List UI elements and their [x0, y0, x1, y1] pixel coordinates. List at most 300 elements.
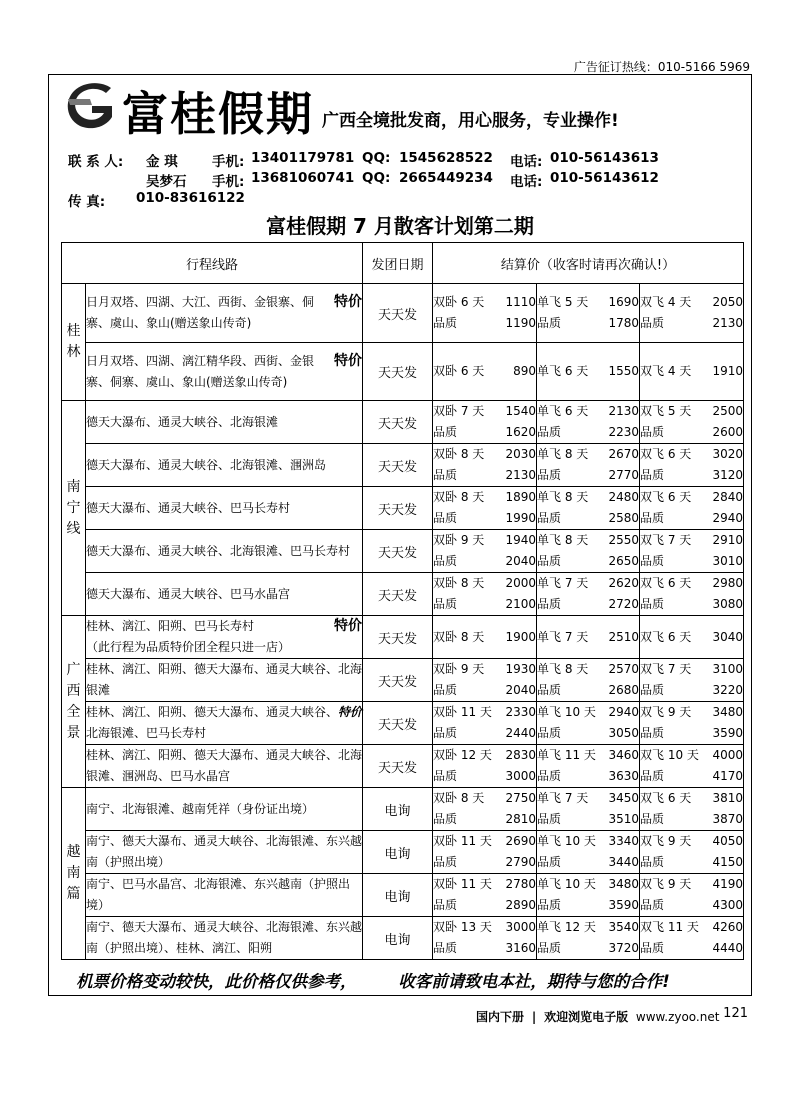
- price-label: 双飞 9 天: [640, 834, 692, 848]
- price-line: [537, 745, 639, 766]
- departure-cell: 天天发: [363, 487, 433, 530]
- quality-value: 2230: [608, 425, 640, 439]
- table-row: [62, 659, 744, 702]
- price-cell: [433, 284, 537, 343]
- quality-label: 品质: [640, 597, 665, 611]
- price-line: [433, 530, 536, 551]
- quality-value: 2580: [608, 511, 640, 525]
- quality-price-line: [640, 852, 743, 873]
- price-label: 单飞 6 天: [537, 404, 589, 418]
- price-value: 2480: [608, 490, 640, 504]
- section-name: 国内下册: [476, 1010, 525, 1024]
- page-number: 121: [723, 1006, 748, 1021]
- quality-value: 4150: [712, 855, 744, 869]
- price-line: [537, 788, 639, 809]
- table-row: [62, 788, 744, 831]
- price-line: [433, 831, 536, 852]
- quality-value: 2440: [505, 726, 537, 740]
- quality-value: 3080: [712, 597, 744, 611]
- route-text: 南宁、德天大瀑布、通灵大峡谷、北海银滩、东兴越南（护照出境）、桂林、漓江、阳朔: [86, 920, 363, 955]
- mobile-label: 手机:: [212, 174, 245, 190]
- price-cell: [640, 343, 744, 401]
- price-value: 2910: [712, 533, 744, 547]
- table-row: [62, 745, 744, 788]
- quality-price-line: [433, 551, 536, 572]
- price-line: [433, 627, 536, 648]
- route-text: 桂林、漓江、阳朔、巴马长寿村: [86, 619, 255, 633]
- tel-label: 电话:: [510, 174, 543, 190]
- price-label: 双飞 11 天: [640, 920, 699, 934]
- price-line: [433, 917, 536, 938]
- price-line: [640, 444, 743, 465]
- quality-label: 品质: [640, 511, 665, 525]
- price-cell: [640, 616, 744, 659]
- price-label: 双卧 8 天: [433, 490, 485, 504]
- price-table: [61, 242, 744, 960]
- price-label: 双卧 6 天: [433, 364, 485, 378]
- price-value: 3450: [608, 791, 640, 805]
- price-cell: [433, 444, 537, 487]
- footer-note: [76, 968, 670, 992]
- price-line: [640, 702, 743, 723]
- quality-price-line: [537, 594, 639, 615]
- ad-hotline: 广告征订热线：010-5166 5969: [573, 60, 750, 74]
- price-line: [537, 444, 639, 465]
- price-value: 1110: [505, 295, 537, 309]
- quality-label: 品质: [433, 554, 458, 568]
- quality-value: 2720: [608, 597, 640, 611]
- quality-price-line: [640, 422, 743, 443]
- quality-price-line: [433, 723, 536, 744]
- price-value: 3480: [712, 705, 744, 719]
- price-cell: [537, 788, 640, 831]
- quality-price-line: [537, 422, 639, 443]
- quality-price-line: [537, 723, 639, 744]
- quality-price-line: [640, 508, 743, 529]
- price-value: 2570: [608, 662, 640, 676]
- quality-value: 2790: [505, 855, 537, 869]
- table-row: [62, 284, 744, 343]
- quality-price-line: [433, 594, 536, 615]
- price-label: 单飞 6 天: [537, 364, 589, 378]
- price-label: 双飞 9 天: [640, 877, 692, 891]
- table-row: [62, 616, 744, 659]
- price-label: 双卧 7 天: [433, 404, 485, 418]
- quality-label: 品质: [640, 683, 665, 697]
- price-cell: [433, 487, 537, 530]
- tel-label: 电话:: [510, 154, 543, 170]
- quality-label: 品质: [537, 468, 562, 482]
- price-cell: [537, 831, 640, 874]
- route-cell: [86, 917, 363, 960]
- brand-logo-icon: [62, 79, 122, 131]
- price-line: [537, 917, 639, 938]
- price-cell: [640, 917, 744, 960]
- quality-label: 品质: [640, 316, 665, 330]
- region-cell: 桂林: [62, 284, 86, 401]
- departure-cell: 电询: [363, 917, 433, 960]
- route-text: 德天大瀑布、通灵大峡谷、巴马水晶宫: [86, 586, 291, 601]
- site-url: www.zyoo.net: [635, 1010, 720, 1024]
- region-cell: 广西全景: [62, 616, 86, 788]
- route-cell: [86, 659, 363, 702]
- page-bar: [476, 1008, 719, 1025]
- quality-price-line: [433, 938, 536, 959]
- price-line: [433, 788, 536, 809]
- price-value: 3040: [712, 629, 744, 644]
- price-cell: [537, 401, 640, 444]
- table-row: [62, 917, 744, 960]
- price-value: 2050: [712, 295, 744, 309]
- price-line: [640, 745, 743, 766]
- price-label: 双飞 6 天: [640, 447, 692, 461]
- price-value: 3000: [505, 920, 537, 934]
- quality-value: 3220: [712, 683, 744, 697]
- quality-value: 3010: [712, 554, 744, 568]
- departure-cell: 电询: [363, 788, 433, 831]
- price-cell: [537, 284, 640, 343]
- quality-price-line: [640, 680, 743, 701]
- quality-value: 2770: [608, 468, 640, 482]
- price-label: 双卧 9 天: [433, 533, 485, 547]
- price-label: 双卧 8 天: [433, 629, 485, 644]
- fax-number: 010-83616122: [136, 190, 245, 206]
- price-label: 单飞 7 天: [537, 629, 589, 644]
- route-text: 桂林、漓江、阳朔、德天大瀑布、通灵大峡谷、北海银滩、涠洲岛、巴马水晶宫: [86, 748, 363, 783]
- contact-mobile: 13681060741: [251, 170, 355, 186]
- quality-value: 2040: [505, 683, 537, 697]
- price-cell: [537, 917, 640, 960]
- quality-label: 品质: [433, 941, 458, 955]
- price-label: 双飞 10 天: [640, 748, 699, 762]
- quality-price-line: [433, 422, 536, 443]
- quality-price-line: [537, 465, 639, 486]
- price-value: 2940: [608, 705, 640, 719]
- quality-price-line: [537, 852, 639, 873]
- price-label: 双飞 5 天: [640, 404, 692, 418]
- route-cell: [86, 401, 363, 444]
- quality-label: 品质: [640, 425, 665, 439]
- quality-value: 2940: [712, 511, 744, 525]
- price-cell: [640, 487, 744, 530]
- price-line: [640, 917, 743, 938]
- quality-label: 品质: [640, 855, 665, 869]
- price-cell: [433, 659, 537, 702]
- route-cell: [86, 343, 363, 401]
- price-line: [433, 659, 536, 680]
- quality-price-line: [537, 766, 639, 787]
- price-line: [537, 401, 639, 422]
- route-cell: [86, 284, 363, 343]
- price-value: 1690: [608, 295, 640, 309]
- price-label: 单飞 11 天: [537, 748, 596, 762]
- plan-title: 富桂假期 7 月散客计划第二期: [266, 214, 534, 238]
- quality-value: 2130: [712, 316, 744, 330]
- price-line: [640, 573, 743, 594]
- quality-price-line: [433, 465, 536, 486]
- header-price: 结算价（收客时请再次确认!）: [433, 243, 744, 284]
- departure-cell: 天天发: [363, 616, 433, 659]
- price-line: [640, 627, 743, 648]
- quality-label: 品质: [433, 597, 458, 611]
- table-row: [62, 573, 744, 616]
- quality-value: 2650: [608, 554, 640, 568]
- price-label: 双飞 6 天: [640, 791, 692, 805]
- route-text: 桂林、漓江、阳朔、德天大瀑布、通灵大峡谷、北海银滩: [86, 662, 363, 697]
- qq-label: QQ:: [362, 150, 391, 166]
- quality-label: 品质: [537, 425, 562, 439]
- price-line: [537, 530, 639, 551]
- price-value: 2980: [712, 576, 744, 590]
- price-line: [537, 487, 639, 508]
- route-note: （此行程为品质特价团全程只进一店）: [86, 640, 291, 654]
- price-label: 双飞 7 天: [640, 662, 692, 676]
- quality-label: 品质: [537, 511, 562, 525]
- price-value: 2840: [712, 490, 744, 504]
- quality-price-line: [640, 551, 743, 572]
- departure-cell: 天天发: [363, 659, 433, 702]
- price-cell: [640, 874, 744, 917]
- departure-cell: 天天发: [363, 401, 433, 444]
- divider: |: [531, 1010, 537, 1024]
- departure-cell: 天天发: [363, 573, 433, 616]
- quality-label: 品质: [537, 597, 562, 611]
- price-line: [433, 292, 536, 313]
- price-cell: [640, 530, 744, 573]
- price-label: 单飞 10 天: [537, 834, 596, 848]
- qq-label: QQ:: [362, 170, 391, 186]
- price-line: [537, 627, 639, 648]
- price-line: [433, 444, 536, 465]
- route-cell: [86, 530, 363, 573]
- price-label: 双卧 11 天: [433, 834, 492, 848]
- quality-value: 3120: [712, 468, 744, 482]
- route-cell: [86, 874, 363, 917]
- price-value: 2510: [608, 629, 640, 644]
- quality-label: 品质: [433, 683, 458, 697]
- contact-name: 金 琪: [146, 154, 178, 170]
- price-cell: [433, 831, 537, 874]
- price-cell: [433, 917, 537, 960]
- price-value: 2670: [608, 447, 640, 461]
- price-label: 单飞 8 天: [537, 447, 589, 461]
- price-label: 双飞 6 天: [640, 490, 692, 504]
- special-price-tag: 特价: [334, 352, 363, 369]
- route-cell: [86, 788, 363, 831]
- price-value: 2830: [505, 748, 537, 762]
- price-label: 双卧 12 天: [433, 748, 492, 762]
- price-value: 1540: [505, 404, 537, 418]
- departure-cell: 天天发: [363, 745, 433, 788]
- price-cell: [433, 530, 537, 573]
- header-departure: 发团日期: [363, 243, 433, 284]
- price-cell: [537, 343, 640, 401]
- price-value: 3100: [712, 662, 744, 676]
- contact-qq: 2665449234: [399, 170, 493, 186]
- price-line: [640, 361, 743, 382]
- brand-slogan: 广西全境批发商，用心服务，专业操作!: [322, 111, 619, 131]
- route-cell: [86, 444, 363, 487]
- quality-value: 4440: [712, 941, 744, 955]
- price-label: 单飞 8 天: [537, 490, 589, 504]
- quality-label: 品质: [433, 898, 458, 912]
- region-cell: 南宁线: [62, 401, 86, 616]
- route-text: 德天大瀑布、通灵大峡谷、巴马长寿村: [86, 500, 291, 515]
- price-cell: [640, 702, 744, 745]
- price-value: 1890: [505, 490, 537, 504]
- price-label: 双卧 11 天: [433, 705, 492, 719]
- quality-label: 品质: [640, 898, 665, 912]
- quality-value: 1990: [505, 511, 537, 525]
- departure-cell: 天天发: [363, 530, 433, 573]
- price-label: 双卧 8 天: [433, 791, 485, 805]
- route-text: 日月双塔、四湖、漓江精华段、西街、金银寨、侗寨、虞山、象山(赠送象山传奇): [86, 353, 315, 389]
- price-value: 3540: [608, 920, 640, 934]
- price-label: 单飞 5 天: [537, 295, 589, 309]
- pagebar-text: 欢迎浏览电子版: [544, 1010, 629, 1024]
- price-label: 双飞 4 天: [640, 295, 692, 309]
- price-line: [433, 745, 536, 766]
- price-label: 双卧 8 天: [433, 576, 485, 590]
- price-cell: [537, 745, 640, 788]
- contact-label: 联 系 人:: [68, 154, 124, 170]
- mobile-label: 手机:: [212, 154, 245, 170]
- region-cell: 越南篇: [62, 788, 86, 960]
- quality-value: 1620: [505, 425, 537, 439]
- departure-cell: 天天发: [363, 702, 433, 745]
- price-value: 3340: [608, 834, 640, 848]
- price-cell: [537, 573, 640, 616]
- quality-price-line: [640, 766, 743, 787]
- contact-mobile: 13401179781: [251, 150, 355, 166]
- price-value: 3460: [608, 748, 640, 762]
- route-text: 南宁、德天大瀑布、通灵大峡谷、北海银滩、东兴越南（护照出境）: [86, 834, 363, 869]
- price-value: 1910: [712, 364, 744, 378]
- quality-value: 3590: [608, 898, 640, 912]
- quality-label: 品质: [640, 769, 665, 783]
- price-line: [433, 361, 536, 382]
- quality-price-line: [537, 313, 639, 334]
- quality-price-line: [433, 680, 536, 701]
- quality-price-line: [433, 809, 536, 830]
- price-value: 3480: [608, 877, 640, 891]
- quality-label: 品质: [537, 898, 562, 912]
- route-cell: [86, 573, 363, 616]
- quality-price-line: [640, 594, 743, 615]
- quality-value: 4170: [712, 769, 744, 783]
- price-cell: [537, 702, 640, 745]
- price-cell: [537, 659, 640, 702]
- header-route: 行程线路: [62, 243, 363, 284]
- quality-label: 品质: [640, 812, 665, 826]
- price-cell: [433, 573, 537, 616]
- price-line: [537, 361, 639, 382]
- departure-cell: 天天发: [363, 284, 433, 343]
- quality-value: 2040: [505, 554, 537, 568]
- price-value: 2030: [505, 447, 537, 461]
- contact-name: 吴梦石: [146, 174, 187, 190]
- quality-value: 1780: [608, 316, 640, 330]
- price-line: [433, 702, 536, 723]
- route-text: 日月双塔、四湖、大江、西街、金银寨、侗寨、虞山、象山(赠送象山传奇): [86, 295, 315, 330]
- quality-value: 3440: [608, 855, 640, 869]
- quality-price-line: [640, 465, 743, 486]
- departure-cell: 天天发: [363, 343, 433, 401]
- price-cell: [640, 659, 744, 702]
- route-text: 德天大瀑布、通灵大峡谷、北海银滩: [86, 414, 279, 429]
- quality-price-line: [433, 313, 536, 334]
- quality-price-line: [640, 313, 743, 334]
- quality-label: 品质: [537, 769, 562, 783]
- price-value: 1900: [505, 629, 537, 644]
- price-cell: [640, 444, 744, 487]
- footer-note-left: 机票价格变动较快，此价格仅供参考，: [76, 972, 357, 991]
- price-line: [640, 831, 743, 852]
- footer-note-right: 收客前请致电本社，期待与您的合作!: [398, 972, 670, 991]
- price-line: [640, 292, 743, 313]
- price-value: 3810: [712, 791, 744, 805]
- price-line: [537, 659, 639, 680]
- quality-label: 品质: [433, 468, 458, 482]
- price-label: 双飞 6 天: [640, 629, 692, 644]
- quality-value: 2130: [505, 468, 537, 482]
- price-label: 双卧 9 天: [433, 662, 485, 676]
- price-cell: [433, 616, 537, 659]
- price-cell: [433, 788, 537, 831]
- price-label: 双卧 8 天: [433, 447, 485, 461]
- price-line: [640, 659, 743, 680]
- quality-price-line: [537, 809, 639, 830]
- price-cell: [433, 401, 537, 444]
- table-row: [62, 343, 744, 401]
- quality-price-line: [433, 895, 536, 916]
- quality-value: 2810: [505, 812, 537, 826]
- price-line: [640, 487, 743, 508]
- price-cell: [433, 702, 537, 745]
- quality-value: 1190: [505, 316, 537, 330]
- price-value: 2690: [505, 834, 537, 848]
- quality-label: 品质: [537, 812, 562, 826]
- route-cell: [86, 616, 363, 659]
- price-cell: [433, 343, 537, 401]
- price-value: 2330: [505, 705, 537, 719]
- quality-price-line: [537, 551, 639, 572]
- price-value: 2620: [608, 576, 640, 590]
- price-label: 双飞 4 天: [640, 364, 692, 378]
- price-cell: [537, 616, 640, 659]
- route-cell: [86, 831, 363, 874]
- quality-price-line: [537, 895, 639, 916]
- price-table-body: [62, 284, 744, 960]
- price-line: [433, 573, 536, 594]
- quality-label: 品质: [640, 554, 665, 568]
- price-value: 2500: [712, 404, 744, 418]
- price-cell: [537, 487, 640, 530]
- departure-cell: 电询: [363, 831, 433, 874]
- price-label: 双卧 13 天: [433, 920, 492, 934]
- price-line: [640, 788, 743, 809]
- price-value: 1550: [608, 364, 640, 378]
- price-label: 单飞 12 天: [537, 920, 596, 934]
- table-row: [62, 444, 744, 487]
- price-value: 1940: [505, 533, 537, 547]
- price-cell: [537, 530, 640, 573]
- price-cell: [537, 874, 640, 917]
- price-label: 双飞 9 天: [640, 705, 692, 719]
- quality-label: 品质: [640, 468, 665, 482]
- price-line: [640, 874, 743, 895]
- price-label: 双飞 6 天: [640, 576, 692, 590]
